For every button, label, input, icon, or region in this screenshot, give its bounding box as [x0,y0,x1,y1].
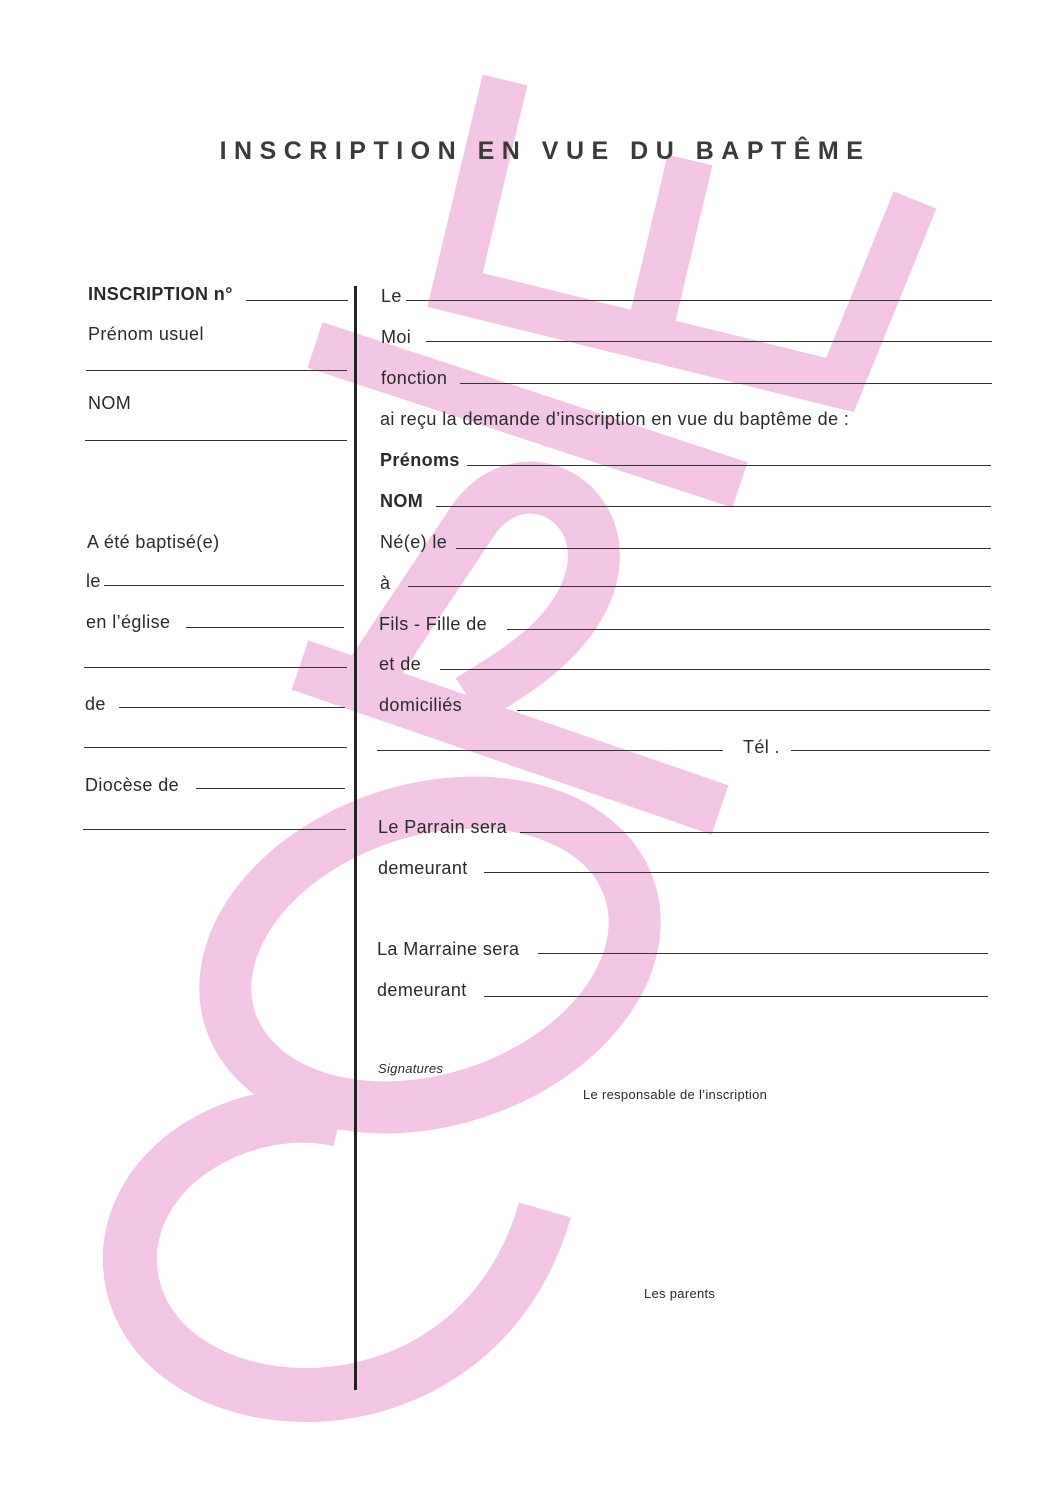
ville-label: de [85,694,106,714]
adresse-field[interactable] [517,710,990,711]
date-field[interactable] [406,300,992,301]
domicilies-label: domiciliés [379,695,463,715]
naissance-date-field[interactable] [456,548,991,549]
moi-field[interactable] [426,341,992,342]
column-divider [354,286,357,1390]
pere-field[interactable] [507,629,990,630]
naissance-lieu-label: à [380,573,391,593]
prenoms-field[interactable] [467,465,991,466]
prenoms-label: Prénoms [380,450,460,470]
document-title: INSCRIPTION EN VUE DU BAPTÊME [219,137,871,165]
fonction-field[interactable] [460,383,992,384]
nom-right-field[interactable] [436,506,991,507]
eglise-field-continued[interactable] [84,667,347,668]
demande-text: ai reçu la demande d’inscription en vue du baptême de : [380,409,850,429]
marraine-adresse-field[interactable] [484,996,988,997]
watermark-letter-e [455,80,915,385]
watermark-letter-p [300,488,720,810]
prenom-usuel-label: Prénom usuel [88,324,204,344]
adresse-field-continued[interactable] [377,750,723,751]
et-de-label: et de [379,654,422,674]
nom-left-label: NOM [88,393,132,413]
parents-signature-label: Les parents [644,1286,716,1301]
eglise-label: en l’église [86,612,171,632]
marraine-field[interactable] [538,953,988,954]
prenom-usuel-field[interactable] [86,370,347,371]
inscription-number-label: INSCRIPTION n° [88,284,233,304]
ville-field[interactable] [119,707,345,708]
parrain-adresse-field[interactable] [484,872,989,873]
naissance-lieu-field[interactable] [408,586,991,587]
naissance-date-label: Né(e) le [380,532,448,552]
moi-label: Moi [381,327,412,347]
nom-left-field[interactable] [85,440,347,441]
date-label: Le [381,286,402,306]
diocese-label: Diocèse de [85,775,180,795]
baptise-label: A été baptisé(e) [87,532,220,552]
mere-field[interactable] [440,669,990,670]
tel-field[interactable] [791,750,990,751]
parrain-field[interactable] [520,832,989,833]
responsable-signature-label: Le responsable de l’inscription [583,1087,768,1102]
diocese-field-continued[interactable] [83,829,346,830]
fils-fille-label: Fils - Fille de [379,614,488,634]
parrain-demeurant-label: demeurant [378,858,468,878]
eglise-field[interactable] [186,627,344,628]
marraine-label: La Marraine sera [377,939,520,959]
bapteme-date-field[interactable] [104,585,344,586]
tel-label: Tél . [743,737,781,757]
diocese-field[interactable] [196,788,345,789]
watermark-letter-c [130,1116,545,1395]
inscription-number-field[interactable] [246,300,348,301]
marraine-demeurant-label: demeurant [377,980,467,1000]
bapteme-date-label: le [86,571,101,591]
parrain-label: Le Parrain sera [378,817,508,837]
signatures-label: Signatures [378,1061,444,1076]
nom-right-label: NOM [380,491,424,511]
fonction-label: fonction [381,368,448,388]
ville-field-continued[interactable] [84,747,347,748]
